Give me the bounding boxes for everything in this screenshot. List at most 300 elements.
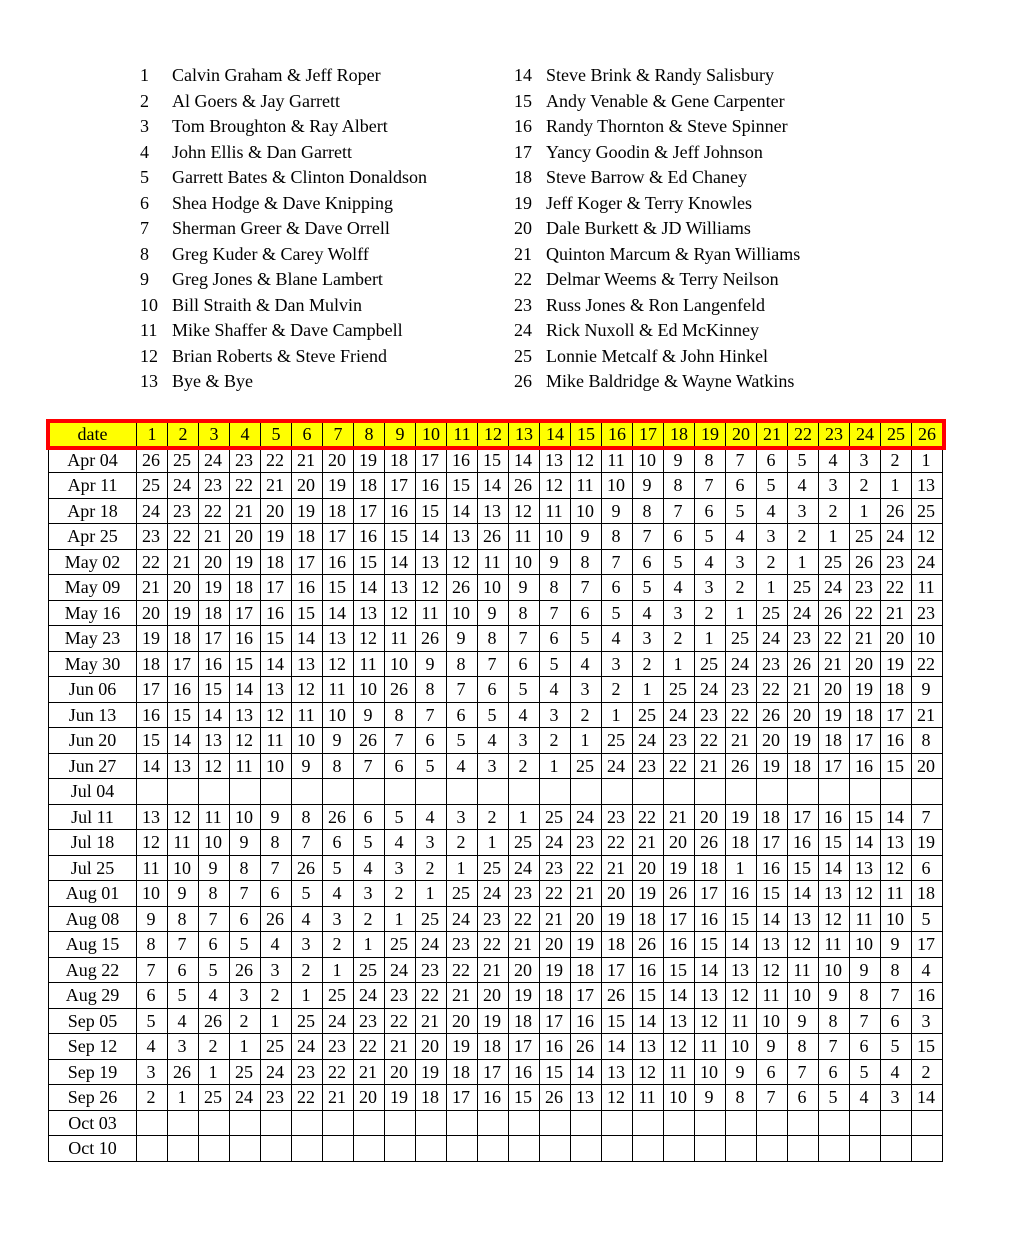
matchup-cell: 5 <box>447 728 478 754</box>
matchup-cell: 13 <box>354 600 385 626</box>
matchup-cell: 16 <box>416 473 447 499</box>
matchup-cell: 7 <box>571 575 602 601</box>
matchup-cell: 16 <box>757 855 788 881</box>
matchup-cell: 1 <box>757 575 788 601</box>
matchup-cell: 3 <box>850 447 881 473</box>
date-cell: Aug 15 <box>49 932 137 958</box>
matchup-cell: 12 <box>509 498 540 524</box>
matchup-cell: 21 <box>571 881 602 907</box>
matchup-cell: 19 <box>850 677 881 703</box>
matchup-cell: 13 <box>261 677 292 703</box>
matchup-cell: 26 <box>757 702 788 728</box>
matchup-cell: 14 <box>633 1008 664 1034</box>
matchup-cell: 26 <box>199 1008 230 1034</box>
matchup-cell: 16 <box>695 906 726 932</box>
matchup-cell <box>633 1136 664 1162</box>
matchup-cell: 13 <box>447 524 478 550</box>
matchup-cell: 8 <box>323 753 354 779</box>
matchup-cell: 7 <box>416 702 447 728</box>
matchup-cell: 6 <box>633 549 664 575</box>
matchup-cell: 9 <box>664 447 695 473</box>
matchup-cell: 7 <box>261 855 292 881</box>
matchup-cell: 21 <box>602 855 633 881</box>
team-name: Al Goers & Jay Garrett <box>172 90 340 111</box>
matchup-cell: 25 <box>695 651 726 677</box>
matchup-cell: 20 <box>230 524 261 550</box>
date-cell: Apr 18 <box>49 498 137 524</box>
matchup-cell: 2 <box>881 447 912 473</box>
team-number: 25 <box>514 345 532 366</box>
date-cell: Aug 01 <box>49 881 137 907</box>
date-cell: Jul 25 <box>49 855 137 881</box>
matchup-cell: 20 <box>571 906 602 932</box>
matchup-cell: 7 <box>168 932 199 958</box>
date-cell: Aug 22 <box>49 957 137 983</box>
matchup-cell: 26 <box>292 855 323 881</box>
table-row <box>49 1136 943 1162</box>
column-header: 13 <box>509 422 540 448</box>
team-row <box>514 191 800 217</box>
matchup-cell: 12 <box>385 600 416 626</box>
matchup-cell: 11 <box>199 804 230 830</box>
matchup-cell: 20 <box>664 830 695 856</box>
matchup-cell: 12 <box>912 524 943 550</box>
team-number: 14 <box>514 65 532 85</box>
date-cell: Jul 04 <box>49 779 137 805</box>
matchup-cell <box>385 779 416 805</box>
matchup-cell: 23 <box>416 957 447 983</box>
matchup-cell: 23 <box>292 1059 323 1085</box>
matchup-cell: 24 <box>230 1085 261 1111</box>
matchup-cell: 20 <box>261 498 292 524</box>
matchup-cell: 21 <box>447 983 478 1009</box>
matchup-cell: 9 <box>726 1059 757 1085</box>
column-header: 9 <box>385 422 416 448</box>
matchup-cell: 1 <box>261 1008 292 1034</box>
table-row <box>49 498 943 524</box>
matchup-cell: 13 <box>633 1034 664 1060</box>
matchup-cell: 20 <box>385 1059 416 1085</box>
matchup-cell: 26 <box>137 447 168 473</box>
matchup-cell: 20 <box>168 575 199 601</box>
matchup-cell: 1 <box>509 804 540 830</box>
matchup-cell: 24 <box>199 447 230 473</box>
matchup-cell: 12 <box>540 473 571 499</box>
matchup-cell: 2 <box>354 906 385 932</box>
table-row <box>49 1085 943 1111</box>
column-header: 10 <box>416 422 447 448</box>
matchup-cell: 4 <box>137 1034 168 1060</box>
matchup-cell: 20 <box>199 549 230 575</box>
matchup-cell: 14 <box>664 983 695 1009</box>
matchup-cell: 2 <box>788 524 819 550</box>
team-name: Mike Baldridge & Wayne Watkins <box>546 371 795 391</box>
matchup-cell: 17 <box>478 1059 509 1085</box>
matchup-cell: 17 <box>757 830 788 856</box>
matchup-cell: 1 <box>354 932 385 958</box>
matchup-cell: 20 <box>509 957 540 983</box>
matchup-cell: 19 <box>788 728 819 754</box>
matchup-cell: 26 <box>695 830 726 856</box>
matchup-cell: 2 <box>199 1034 230 1060</box>
matchup-cell: 12 <box>602 1085 633 1111</box>
matchup-cell <box>292 779 323 805</box>
matchup-cell: 10 <box>447 600 478 626</box>
matchup-cell: 13 <box>602 1059 633 1085</box>
column-header: 20 <box>726 422 757 448</box>
matchup-cell <box>199 779 230 805</box>
matchup-cell: 21 <box>850 626 881 652</box>
schedule-header <box>49 422 943 448</box>
date-cell: May 02 <box>49 549 137 575</box>
table-row <box>49 524 943 550</box>
matchup-cell <box>726 779 757 805</box>
matchup-cell: 8 <box>230 855 261 881</box>
date-cell: Jun 13 <box>49 702 137 728</box>
matchup-cell: 7 <box>230 881 261 907</box>
matchup-cell: 15 <box>726 906 757 932</box>
matchup-cell: 6 <box>199 932 230 958</box>
matchup-cell: 2 <box>478 804 509 830</box>
team-name: Shea Hodge & Dave Knipping <box>172 192 393 213</box>
matchup-cell: 16 <box>354 524 385 550</box>
table-row <box>49 473 943 499</box>
matchup-cell: 3 <box>323 906 354 932</box>
matchup-cell: 19 <box>261 524 292 550</box>
matchup-cell: 16 <box>292 575 323 601</box>
column-header: 21 <box>757 422 788 448</box>
matchup-cell: 8 <box>788 1034 819 1060</box>
matchup-cell: 12 <box>168 804 199 830</box>
matchup-cell: 9 <box>416 651 447 677</box>
matchup-cell: 23 <box>137 524 168 550</box>
team-number: 7 <box>140 218 149 238</box>
matchup-cell: 23 <box>602 804 633 830</box>
matchup-cell: 8 <box>633 498 664 524</box>
team-number: 23 <box>514 294 532 315</box>
matchup-cell: 2 <box>323 932 354 958</box>
matchup-cell: 25 <box>230 1059 261 1085</box>
matchup-cell: 4 <box>726 524 757 550</box>
matchup-cell: 15 <box>261 626 292 652</box>
matchup-cell: 25 <box>540 804 571 830</box>
matchup-cell: 15 <box>137 728 168 754</box>
matchup-cell: 15 <box>385 524 416 550</box>
matchup-cell: 12 <box>819 906 850 932</box>
matchup-cell: 26 <box>850 549 881 575</box>
matchup-cell: 3 <box>602 651 633 677</box>
matchup-cell: 15 <box>881 753 912 779</box>
matchup-cell: 8 <box>137 932 168 958</box>
matchup-cell: 6 <box>230 906 261 932</box>
matchup-cell: 25 <box>261 1034 292 1060</box>
matchup-cell: 3 <box>819 473 850 499</box>
team-number: 19 <box>514 192 532 213</box>
matchup-cell: 5 <box>757 473 788 499</box>
matchup-cell: 11 <box>168 830 199 856</box>
team-name: Lonnie Metcalf & John Hinkel <box>546 345 768 366</box>
matchup-cell: 5 <box>695 524 726 550</box>
matchup-cell <box>137 1136 168 1162</box>
team-list-left <box>140 63 427 395</box>
matchup-cell: 21 <box>416 1008 447 1034</box>
matchup-cell: 13 <box>199 728 230 754</box>
matchup-cell: 2 <box>509 753 540 779</box>
matchup-cell: 13 <box>850 855 881 881</box>
matchup-cell: 2 <box>540 728 571 754</box>
matchup-cell: 15 <box>323 575 354 601</box>
matchup-cell: 16 <box>199 651 230 677</box>
matchup-cell: 7 <box>819 1034 850 1060</box>
matchup-cell: 11 <box>509 524 540 550</box>
matchup-cell: 2 <box>447 830 478 856</box>
matchup-cell: 25 <box>633 702 664 728</box>
matchup-cell: 11 <box>881 881 912 907</box>
column-header: 4 <box>230 422 261 448</box>
matchup-cell: 10 <box>788 983 819 1009</box>
matchup-cell: 1 <box>664 651 695 677</box>
matchup-cell: 5 <box>199 957 230 983</box>
team-name: Sherman Greer & Dave Orrell <box>172 218 390 238</box>
column-header: 5 <box>261 422 292 448</box>
date-cell: Sep 05 <box>49 1008 137 1034</box>
matchup-cell <box>354 1110 385 1136</box>
table-row <box>49 779 943 805</box>
matchup-cell: 16 <box>540 1034 571 1060</box>
team-row <box>140 344 427 370</box>
matchup-cell: 18 <box>819 728 850 754</box>
matchup-cell: 24 <box>912 549 943 575</box>
matchup-cell <box>912 779 943 805</box>
matchup-cell: 9 <box>819 983 850 1009</box>
matchup-cell: 19 <box>199 575 230 601</box>
matchup-cell: 18 <box>850 702 881 728</box>
matchup-cell <box>416 779 447 805</box>
matchup-cell: 11 <box>664 1059 695 1085</box>
matchup-cell <box>230 1110 261 1136</box>
matchup-cell: 4 <box>881 1059 912 1085</box>
matchup-cell: 10 <box>540 524 571 550</box>
matchup-cell: 19 <box>292 498 323 524</box>
team-name: Calvin Graham & Jeff Roper <box>172 65 381 85</box>
table-row <box>49 804 943 830</box>
matchup-cell: 22 <box>168 524 199 550</box>
matchup-cell: 10 <box>819 957 850 983</box>
table-row <box>49 1110 943 1136</box>
matchup-cell <box>261 779 292 805</box>
matchup-cell: 22 <box>819 626 850 652</box>
matchup-cell: 25 <box>447 881 478 907</box>
team-number: 17 <box>514 141 532 162</box>
matchup-cell: 6 <box>695 498 726 524</box>
matchup-cell: 6 <box>416 728 447 754</box>
matchup-cell: 21 <box>168 549 199 575</box>
team-number: 15 <box>514 90 532 111</box>
matchup-cell <box>168 779 199 805</box>
team-row <box>514 165 800 191</box>
matchup-cell: 17 <box>323 524 354 550</box>
matchup-cell: 4 <box>354 855 385 881</box>
matchup-cell: 13 <box>664 1008 695 1034</box>
matchup-cell <box>385 1136 416 1162</box>
matchup-cell: 6 <box>757 447 788 473</box>
team-number: 13 <box>140 371 158 391</box>
matchup-cell: 5 <box>912 906 943 932</box>
matchup-cell: 25 <box>788 575 819 601</box>
matchup-cell: 19 <box>137 626 168 652</box>
matchup-cell <box>695 779 726 805</box>
column-header: 14 <box>540 422 571 448</box>
matchup-cell: 5 <box>788 447 819 473</box>
matchup-cell <box>509 1136 540 1162</box>
matchup-cell: 1 <box>633 677 664 703</box>
date-cell: Jun 06 <box>49 677 137 703</box>
matchup-cell: 3 <box>168 1034 199 1060</box>
matchup-cell: 17 <box>168 651 199 677</box>
matchup-cell: 6 <box>261 881 292 907</box>
matchup-cell: 15 <box>912 1034 943 1060</box>
matchup-cell: 15 <box>416 498 447 524</box>
matchup-cell: 7 <box>726 447 757 473</box>
matchup-cell: 14 <box>416 524 447 550</box>
matchup-cell: 19 <box>230 549 261 575</box>
matchup-cell <box>540 1136 571 1162</box>
matchup-cell: 20 <box>447 1008 478 1034</box>
matchup-cell: 23 <box>788 626 819 652</box>
matchup-cell <box>137 1110 168 1136</box>
matchup-cell: 5 <box>509 677 540 703</box>
matchup-cell: 4 <box>633 600 664 626</box>
matchup-cell: 22 <box>633 804 664 830</box>
matchup-cell: 13 <box>385 575 416 601</box>
matchup-cell: 10 <box>757 1008 788 1034</box>
team-number: 8 <box>140 243 149 264</box>
matchup-cell: 11 <box>478 549 509 575</box>
table-row <box>49 753 943 779</box>
matchup-cell: 8 <box>695 447 726 473</box>
team-list-right <box>514 63 800 395</box>
matchup-cell <box>478 1110 509 1136</box>
matchup-cell: 19 <box>168 600 199 626</box>
matchup-cell: 11 <box>571 473 602 499</box>
matchup-cell: 21 <box>912 702 943 728</box>
matchup-cell: 9 <box>509 575 540 601</box>
matchup-cell: 3 <box>664 600 695 626</box>
matchup-cell: 17 <box>416 447 447 473</box>
matchup-cell: 21 <box>633 830 664 856</box>
matchup-cell <box>292 1110 323 1136</box>
matchup-cell: 17 <box>912 932 943 958</box>
matchup-cell: 19 <box>757 753 788 779</box>
matchup-cell: 9 <box>881 932 912 958</box>
matchup-cell: 6 <box>385 753 416 779</box>
matchup-cell: 26 <box>478 524 509 550</box>
matchup-cell: 9 <box>757 1034 788 1060</box>
matchup-cell: 13 <box>571 1085 602 1111</box>
matchup-cell <box>726 1136 757 1162</box>
matchup-cell <box>540 779 571 805</box>
matchup-cell: 24 <box>478 881 509 907</box>
matchup-cell: 14 <box>602 1034 633 1060</box>
matchup-cell: 12 <box>788 932 819 958</box>
matchup-cell: 4 <box>664 575 695 601</box>
matchup-cell: 19 <box>664 855 695 881</box>
team-number: 5 <box>140 167 149 187</box>
matchup-cell: 1 <box>323 957 354 983</box>
matchup-cell: 22 <box>478 932 509 958</box>
date-cell: Jun 27 <box>49 753 137 779</box>
matchup-cell: 24 <box>664 702 695 728</box>
matchup-cell: 13 <box>695 983 726 1009</box>
matchup-cell: 10 <box>881 906 912 932</box>
matchup-cell: 12 <box>664 1034 695 1060</box>
matchup-cell: 22 <box>912 651 943 677</box>
matchup-cell: 20 <box>757 728 788 754</box>
matchup-cell: 4 <box>416 804 447 830</box>
team-name: Randy Thornton & Steve Spinner <box>546 116 788 136</box>
table-row <box>49 600 943 626</box>
matchup-cell: 12 <box>230 728 261 754</box>
date-header: date <box>49 422 137 448</box>
matchup-cell: 18 <box>416 1085 447 1111</box>
matchup-cell: 24 <box>137 498 168 524</box>
matchup-cell: 25 <box>292 1008 323 1034</box>
matchup-cell: 16 <box>385 498 416 524</box>
matchup-cell: 25 <box>323 983 354 1009</box>
matchup-cell: 4 <box>509 702 540 728</box>
matchup-cell: 18 <box>633 906 664 932</box>
matchup-cell: 2 <box>912 1059 943 1085</box>
table-row <box>49 702 943 728</box>
matchup-cell: 15 <box>788 855 819 881</box>
matchup-cell: 26 <box>447 575 478 601</box>
matchup-cell: 17 <box>354 498 385 524</box>
date-cell: May 09 <box>49 575 137 601</box>
matchup-cell: 3 <box>788 498 819 524</box>
matchup-cell: 23 <box>695 702 726 728</box>
matchup-cell: 1 <box>819 524 850 550</box>
matchup-cell: 9 <box>695 1085 726 1111</box>
matchup-cell <box>478 1136 509 1162</box>
schedule-body <box>49 447 943 1161</box>
team-row <box>140 165 427 191</box>
matchup-cell: 18 <box>571 957 602 983</box>
matchup-cell: 24 <box>571 804 602 830</box>
matchup-cell: 3 <box>354 881 385 907</box>
matchup-cell <box>447 1110 478 1136</box>
matchup-cell: 13 <box>819 881 850 907</box>
matchup-cell: 25 <box>850 524 881 550</box>
team-row <box>514 216 800 242</box>
matchup-cell: 10 <box>168 855 199 881</box>
matchup-cell: 9 <box>323 728 354 754</box>
team-number: 20 <box>514 218 532 238</box>
matchup-cell: 19 <box>478 1008 509 1034</box>
matchup-cell: 21 <box>230 498 261 524</box>
column-header: 19 <box>695 422 726 448</box>
matchup-cell: 2 <box>695 600 726 626</box>
matchup-cell: 16 <box>881 728 912 754</box>
team-row <box>514 63 800 89</box>
matchup-cell: 8 <box>447 651 478 677</box>
team-number: 26 <box>514 371 532 391</box>
matchup-cell: 26 <box>540 1085 571 1111</box>
matchup-cell: 10 <box>602 473 633 499</box>
matchup-cell: 7 <box>664 498 695 524</box>
matchup-cell: 8 <box>168 906 199 932</box>
matchup-cell: 7 <box>354 753 385 779</box>
matchup-cell: 15 <box>199 677 230 703</box>
